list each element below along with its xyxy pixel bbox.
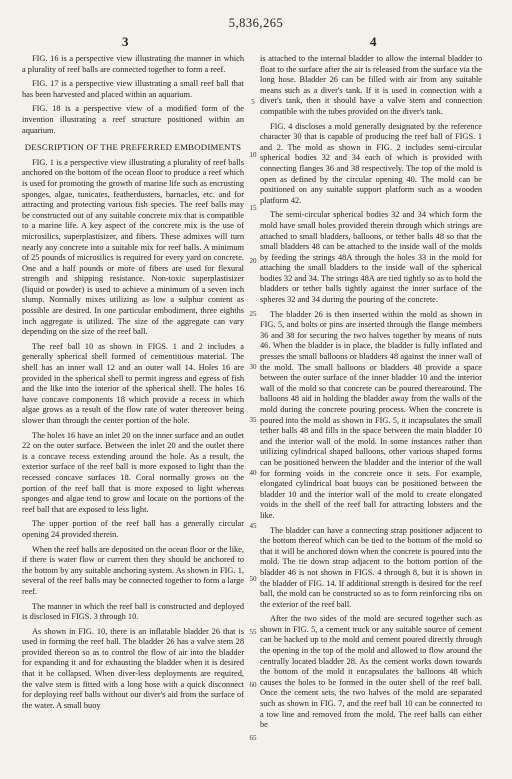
column-number-left: 3 [122,34,129,49]
line-number: 30 [249,363,257,371]
paragraph: FIG. 16 is a perspective view illustrating the manner in which a plurality of reef balls are connected together to form a reef. [22,54,244,74]
line-number: 5 [251,98,255,106]
paragraph: The holes 16 have an inlet 20 on the inner surface and an outlet 22 on the outer surface. Between the inlet 20 and the outlet there is a concave recess extending around the hole. As a result, the exterior surface of the reef ball is more exposed to light than the recessed concave surfaces 18. Coral normally grows on the portion of the reef ball that is more exposed to light whereas sponges and algae tend to grow and locate on the portions of the reef ball that are exposed to less light. [22,430,244,514]
paragraph: After the two sides of the mold are secured together such as shown in FIG. 5, a cement truck or any suitable source of cement can be backed up to the mold and cement poured directly through the opening in the top of the mold and allowed to flow around the centrally located bladder 28. As the cement works down towards the bottom of the mold it encapsulates the balloons 48 which causes the holes to be formed in the outer shell of the reef ball. Once the cement sets, the two halves of the mold are separated such as shown in FIG. 7, and the reef ball 10 can be connected to a tow line and removed from the mold. The reef balls can either be [260,614,482,730]
paragraph: The bladder 26 is then inserted within the mold as shown in FIG. 5, and bolts or pins are inserted through the flange members 36 and 38 for securing the two halves together by means of nuts 46. When the bladder is in place, the bladder is fully inflated and presses the small balloons or bladders 48 against the inner wall of the mold. The small balloons or bladders 48 provide a space between the outer surface of the inner bladder 10 and the interior wall of the mold so that concrete can be poured therearound. The balloons 48 aid in holding the bladder away from the walls of the mold during the concrete pouring process. When the concrete is poured into the mold as shown in FIG. 5, it incapsulates the small tether balls 48 and fills in the space between the main bladder 10 and the interior wall of the mold. In some instances rather than utilizing cylindrical shaped balloons, other various shaped forms can be positioned between the bladder and the interior of the wall for forming voids in the concrete once it sets. For example, elongated cylindrical boat buoys can be positioned between the bladder 10 and the interior wall of the mold to create elongated voids in the shell of the reef ball for attracting lobsters and the like. [260,309,482,520]
line-number: 20 [249,257,257,265]
line-number: 10 [249,151,257,159]
line-number: 55 [249,628,257,636]
line-number: 65 [249,734,257,742]
column-number-right: 4 [370,34,377,49]
paragraph: The upper portion of the reef ball has a generally circular opening 24 provided therein. [22,519,244,539]
line-number-gutter [246,54,260,774]
section-heading: DESCRIPTION OF THE PREFERRED EMBODIMENTS [24,142,242,153]
paragraph: The semi-circular spherical bodies 32 and 34 which form the mold have small holes provided therein through which strings are attached to small bladders, balloons, or tether balls 48 so that the small bladders 48 can be attached to the inside wall of the molds by feeding the strings 48A through the holes 33 in the mold for attaching the small bladders to the inside wall of the spherical bodies 32 and 34. The strings 48A are tied tightly so as to hold the bladders or tether balls tightly against the inner surface of the spheres 32 and 34 during the pouring of the concrete. [260,210,482,305]
paragraph: FIG. 17 is a perspective view illustrating a small reef ball that has been harvested and placed within an aquarium. [22,79,244,99]
patent-number: 5,836,265 [228,16,284,30]
paragraph: The manner in which the reef ball is constructed and deployed is disclosed in FIGS. 3 through 10. [22,601,244,622]
paragraph: When the reef balls are deposited on the ocean floor or the like, if there is water flow or current then they should be anchored to the bottom by any suitable anchoring system. As shown in FIG. 1, several of the reef balls may be connected together to form a large reef. [22,544,244,596]
line-number: 15 [249,204,257,212]
line-number: 25 [249,310,257,318]
line-number: 45 [249,522,257,530]
paragraph: FIG. 4 discloses a mold generally designated by the reference character 30 that is capable of producing the reef ball of FIGS. 1 and 2. The mold as shown in FIG. 2 includes semi-circular spherical bodies 32 and 34 each of which is provided with connecting flanges 36 and 38 respectively. The top of the mold is open as defined by the circular opening 40. The mold can be positioned on any suitable support platform such as a wooden platform 42. [260,121,482,205]
paragraph: As shown in FIG. 10, there is an inflatable bladder 26 that is used in forming the reef ball. The bladder 26 has a valve stem 28 provided thereon so as to control the flow of air into the bladder for expanding it and for exhausting the bladder when it is desired that it be collapsed. When diver-less deployments are required, the valve stem is fitted with a long hose with a quick disconnect for deploying reef balls without our diver's aid from the surface of the water. A small buoy [22,626,244,710]
paragraph: FIG. 18 is a perspective view of a modified form of the invention illustrating a reef structure positioned within an aquarium. [22,104,244,135]
line-number: 40 [249,469,257,477]
text-column-right [260,54,482,774]
paragraph: The bladder can have a connecting strap positioner adjacent to the bottom thereof which can be tied to the bottom of the mold so that it will be anchored down when the concrete is poured into the mold. The tie down strap adjacent to the bottom portion of the bladder 46 is not shown in FIGS. 4 through 8, but it is shown in the bladder of FIG. 14. If additional strength is desired for the reef ball, the mold can be constructed so as to form reinforcing ribs on the exterior of the reef ball. [260,525,482,609]
line-number: 35 [249,416,257,424]
text-column-left [22,54,244,774]
line-number: 50 [249,575,257,583]
paragraph: The reef ball 10 as shown in FIGS. 1 and 2 includes a generally spherical shell formed of cementitious material. The shell has an inner wall 12 and an outer wall 14. Holes 16 are provided in the spherical shell to permit ingress and egress of fish and the like into the interior of the spherical shell. The holes 16 have concave components 18 which provide a recess in which algae grows as a result of the flow rate of water thereover being slower than through the center portion of the hole. [22,341,244,425]
line-number: 60 [249,681,257,689]
paragraph: FIG. 1 is a perspective view illustrating a plurality of reef balls anchored on the bottom of the ocean floor to produce a reef which is used for promoting the growth of marine life such as encrusting sponges, algae, tunicates, featherdusters, barnacles, etc. and for attracting and protecting various fish species. The reef balls may be constructed out of any suitable concrete mix that is compatible to a marine life. A key aspect of the concrete mix is the use of microsilics, superplastisizer, and fibers. These admixes will turn nearly any concrete into a suitable mix for reef balls. A minimum of 25 pounds of microsilics is required for every yard on concrete. One and a half pounds or more of fibers are used for flexural strength and shipping resistance. Non-toxic superplastisizer (liquid or powder) is used to achieve a minimum of a seven inch slump. Normally mixes utilizing as low a sulphur content as possible are desired. In one particular embodiment, three eighths inch aggregate is utilized. The size of the aggregate can vary depending on the size of the reef ball. [22,157,244,337]
paragraph: is attached to the internal bladder to allow the internal bladder to float to the surface after the air is released from the surface via the long hose. Bladder 26 can be filled with air from any suitable means such as a diver's tank. If it is used in connection with a diver's tank, then it should have a valve stem and connection compatible with the tubes provided on the diver's tank. [260,54,482,116]
